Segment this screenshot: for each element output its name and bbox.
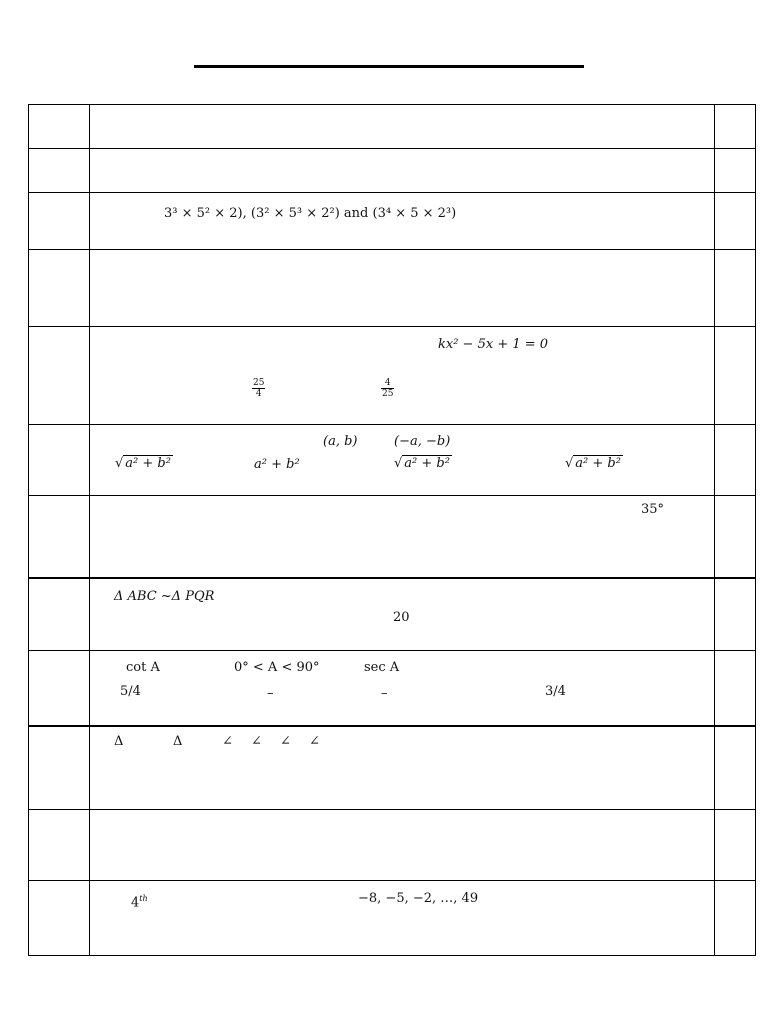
ap-sequence: −8, −5, −2, …, 49 xyxy=(358,891,479,906)
option-d-sqrt: √ a² + b² xyxy=(565,456,621,471)
fraction-denominator: 25 xyxy=(382,389,394,399)
term-ordinal xyxy=(131,891,148,911)
sec-a: sec A xyxy=(364,660,400,675)
table-left-border xyxy=(28,104,29,956)
option-a-sqrt: √ a² + b² xyxy=(115,456,171,471)
option-d-value: 3/4 xyxy=(545,684,566,699)
table-right-border xyxy=(755,104,756,956)
fraction-numerator: 25 xyxy=(253,378,265,388)
angle-symbol: ∠ xyxy=(280,734,291,749)
option-d-fraction xyxy=(381,378,394,399)
length-value: 20 xyxy=(393,610,410,625)
table-row xyxy=(28,650,756,651)
table-row xyxy=(28,104,756,105)
option-b-fraction xyxy=(252,378,265,399)
marks-column-divider xyxy=(714,104,715,956)
option-c-sqrt: √ a² + b² xyxy=(394,456,450,471)
question-table xyxy=(28,104,756,956)
table-row xyxy=(28,725,756,727)
table-row xyxy=(28,148,756,149)
hcf-expression: 3³ × 5² × 2), (3² × 5³ × 2²) and (3⁴ × 5 × 2³) xyxy=(164,206,457,221)
angle-symbol: ∠ xyxy=(251,734,262,749)
radicand: a² + b² xyxy=(404,456,450,471)
number-column-divider xyxy=(89,104,90,956)
table-row xyxy=(28,495,756,496)
fraction-numerator: 4 xyxy=(381,378,394,389)
angle-value: 35° xyxy=(641,502,665,517)
radicand: a² + b² xyxy=(125,456,171,471)
table-bottom-border xyxy=(28,955,756,956)
angle-range: 0° < A < 90° xyxy=(234,660,320,675)
point-neg-a-neg-b: (−a, −b) xyxy=(394,434,451,449)
cot-a: cot A xyxy=(126,660,160,675)
table-row xyxy=(28,880,756,881)
point-a-b: (a, b) xyxy=(323,434,358,449)
table-row xyxy=(28,192,756,193)
option-a-value: 5/4 xyxy=(120,684,141,699)
table-row xyxy=(28,577,756,579)
option-b-value: – xyxy=(267,686,274,701)
angle-symbol: ∠ xyxy=(222,734,233,749)
angle-symbol: ∠ xyxy=(309,734,320,749)
ordinal-suffix: th xyxy=(139,894,148,903)
option-b-expression: a² + b² xyxy=(254,457,300,472)
table-row xyxy=(28,249,756,250)
table-row xyxy=(28,424,756,425)
table-row xyxy=(28,809,756,810)
fraction-denominator: 4 xyxy=(255,389,262,399)
table-row xyxy=(28,326,756,327)
quadratic-equation: kx² − 5x + 1 = 0 xyxy=(438,337,549,352)
triangle-symbol: Δ xyxy=(173,734,183,749)
title-underline xyxy=(194,65,584,68)
radicand: a² + b² xyxy=(575,456,621,471)
triangle-symbol: Δ xyxy=(114,734,124,749)
option-c-value: – xyxy=(381,686,388,701)
similar-triangles: Δ ABC ~Δ PQR xyxy=(114,589,215,604)
term-number: 4 xyxy=(131,895,140,911)
